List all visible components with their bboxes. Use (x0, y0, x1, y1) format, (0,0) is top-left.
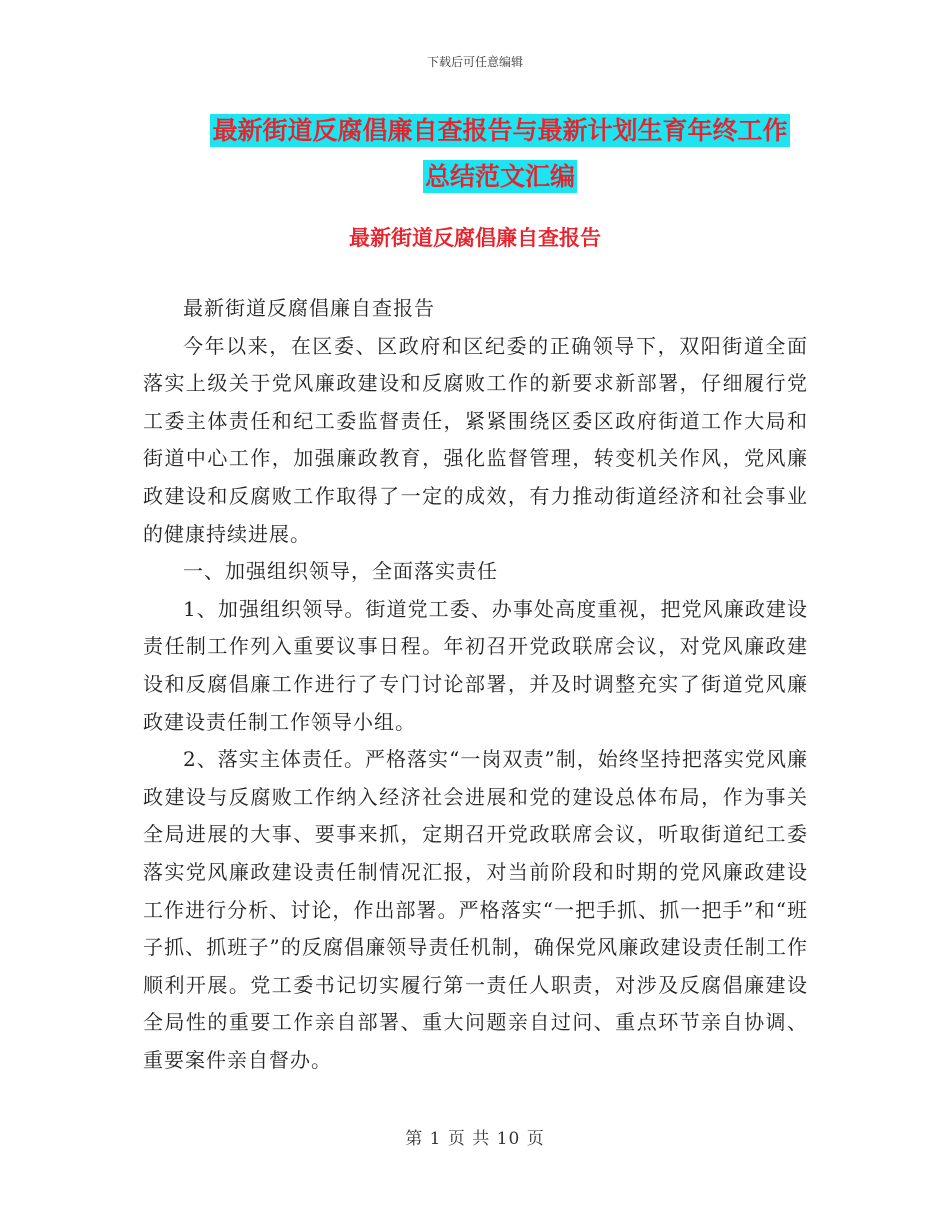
paragraph: 最新街道反腐倡廉自查报告 (183, 296, 435, 320)
paragraph: 2、落实主体责任。严格落实“一岗双责”制，始终坚持把落实党风廉政建设与反腐败工作纳入经济社会进展和党的建设总体布局，作为事关全局进展的大事、要事来抓，定期召开党政联席会议，听取街道纪工委落实党风廉政建设责任制情况汇报，对当前阶段和时期的党风廉政建设工作进行分析、讨论，作出部署。严格落实“一把手抓、抓一把手”和“班子抓、抓班子”的反腐倡廉领导责任机制，确保党风廉政建设责任制工作顺利开展。党工委书记切实履行第一责任人职责，对涉及反腐倡廉建设全局性的重要工作亲自部署、重大问题亲自过问、重点环节亲自协调、重要案件亲自督办。 (143, 747, 808, 1072)
title-line-2 (100, 154, 900, 200)
page-footer: 第 1 页 共 10 页 (405, 1129, 545, 1149)
document-body (143, 290, 808, 1079)
paragraph: 今年以来，在区委、区政府和区纪委的正确领导下，双阳街道全面落实上级关于党风廉政建设和反腐败工作的新要求新部署，仔细履行党工委主体责任和纪工委监督责任，紧紧围绕区委区政府街道工作大局和街道中心工作，加强廉政教育，强化监督管理，转变机关作风，党风廉政建设和反腐败工作取得了一定的成效，有力推动街道经济和社会事业的健康持续进展。 (143, 333, 808, 546)
paragraph: 1、加强组织领导。街道党工委、办事处高度重视，把党风廉政建设责任制工作列入重要议事日程。年初召开党政联席会议，对党风廉政建设和反腐倡廉工作进行了专门讨论部署，并及时调整充实了街道党风廉政建设责任制工作领导小组。 (143, 596, 808, 734)
header-note: 下载后可任意编辑 (426, 55, 523, 69)
section-title: 最新街道反腐倡廉自查报告 (349, 225, 601, 250)
title-line-1-text: 最新街道反腐倡廉自查报告与最新计划生育年终工作 (212, 116, 788, 145)
document-title (100, 108, 900, 200)
title-line-1 (100, 108, 900, 154)
title-line-2-text: 总结范文汇编 (424, 162, 575, 191)
paragraph: 一、加强组织领导，全面落实责任 (183, 559, 498, 584)
